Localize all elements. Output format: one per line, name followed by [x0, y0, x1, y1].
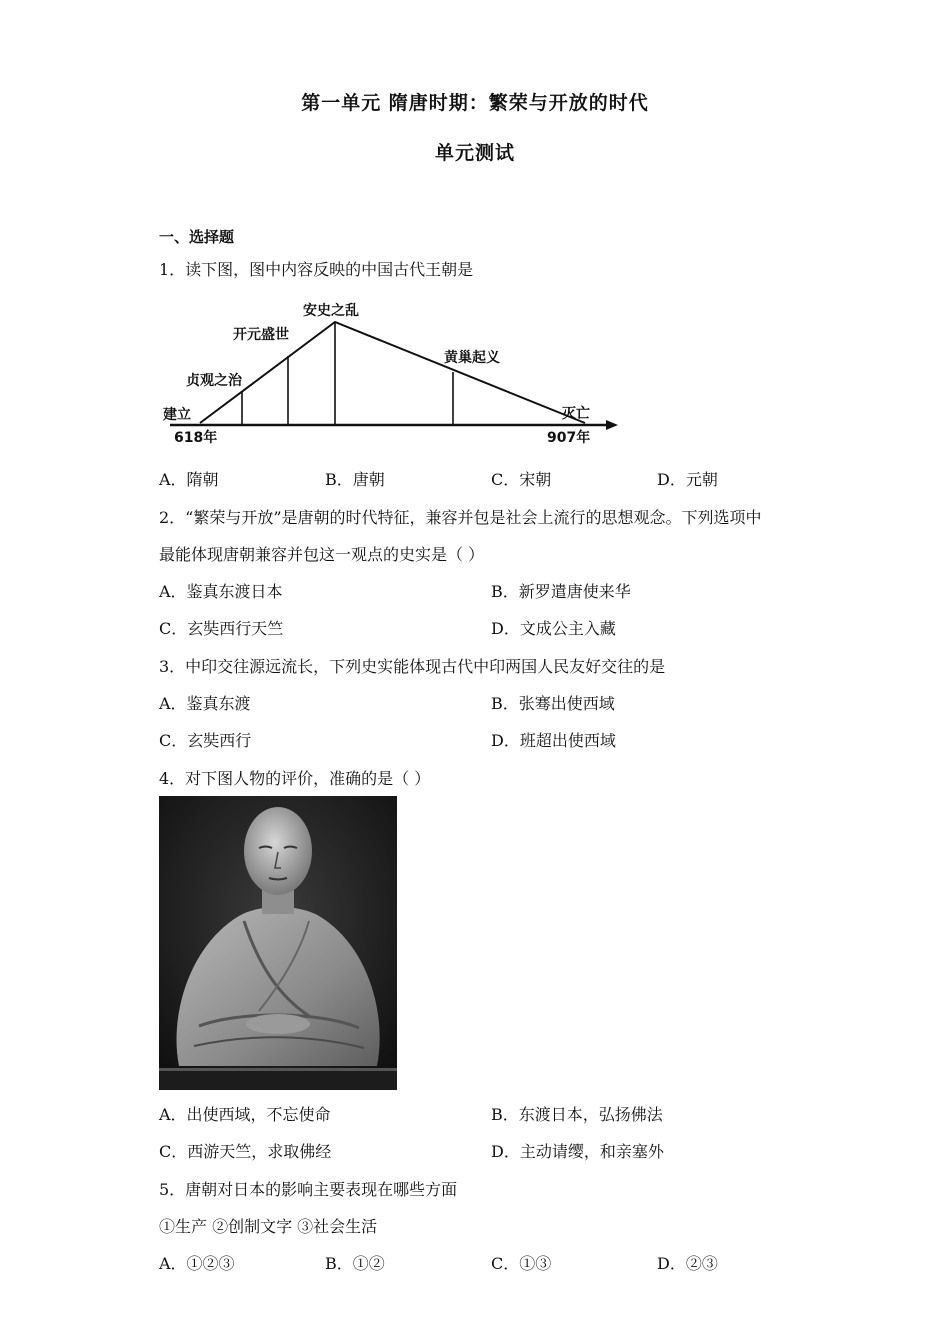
monk-statue-image [159, 796, 397, 1090]
q2-option-a: A．鉴真东渡日本 [159, 582, 283, 601]
question-5-items: ①生产 ②创制文字 ③社会生活 [159, 1217, 378, 1236]
q2-option-c: C．玄奘西行天竺 [159, 619, 284, 638]
q4-option-d: D．主动请缨，和亲塞外 [491, 1142, 664, 1161]
timeline-arrowhead [606, 420, 618, 430]
timeline-event-zhenguan: 贞观之治 [186, 373, 242, 389]
q5-option-a: A．①②③ [159, 1254, 235, 1273]
q4-option-b: B．东渡日本，弘扬佛法 [491, 1105, 663, 1124]
page-title: 第一单元 隋唐时期：繁荣与开放的时代 [301, 92, 649, 114]
question-2-stem-line2: 最能体现唐朝兼容并包这一观点的史实是（ ） [159, 545, 485, 564]
q1-option-d: D．元朝 [657, 470, 718, 489]
question-4-stem: 4．对下图人物的评价，准确的是（ ） [159, 769, 431, 788]
q4-option-a: A．出使西域，不忘使命 [159, 1105, 331, 1124]
timeline-figure [150, 290, 630, 450]
timeline-end-year: 907年 [547, 430, 591, 446]
question-1-stem: 1．读下图，图中内容反映的中国古代王朝是 [159, 260, 474, 279]
timeline-event-kaiyuan: 开元盛世 [233, 327, 289, 343]
q3-option-a: A．鉴真东渡 [159, 694, 251, 713]
timeline-start-label: 建立 [163, 407, 191, 423]
q4-option-c: C．西游天竺，求取佛经 [159, 1142, 332, 1161]
timeline-end-label: 灭亡 [562, 406, 590, 422]
q1-option-c: C．宋朝 [491, 470, 552, 489]
q5-option-b: B．①② [325, 1254, 385, 1273]
q3-option-c: C．玄奘西行 [159, 731, 252, 750]
timeline-event-anshi: 安史之乱 [303, 303, 359, 319]
timeline-event-huangchao: 黄巢起义 [444, 350, 500, 366]
q1-option-b: B．唐朝 [325, 470, 385, 489]
q5-option-c: C．①③ [491, 1254, 552, 1273]
statue-photo [159, 796, 397, 1090]
q2-option-d: D．文成公主入藏 [491, 619, 616, 638]
q3-option-d: D．班超出使西域 [491, 731, 616, 750]
q2-option-b: B．新罗遣唐使来华 [491, 582, 631, 601]
section-heading: 一、选择题 [159, 228, 235, 246]
q3-option-b: B．张骞出使西域 [491, 694, 615, 713]
question-5-stem: 5．唐朝对日本的影响主要表现在哪些方面 [159, 1180, 458, 1199]
page-subtitle: 单元测试 [434, 142, 515, 164]
timeline-start-year: 618年 [174, 430, 218, 446]
question-3-stem: 3．中印交往源远流长，下列史实能体现古代中印两国人民友好交往的是 [159, 657, 666, 676]
q5-option-d: D．②③ [657, 1254, 718, 1273]
q1-option-a: A．隋朝 [159, 470, 219, 489]
question-2-stem-line1: 2．“繁荣与开放”是唐朝的时代特征，兼容并包是社会上流行的思想观念。下列选项中 [159, 508, 762, 527]
